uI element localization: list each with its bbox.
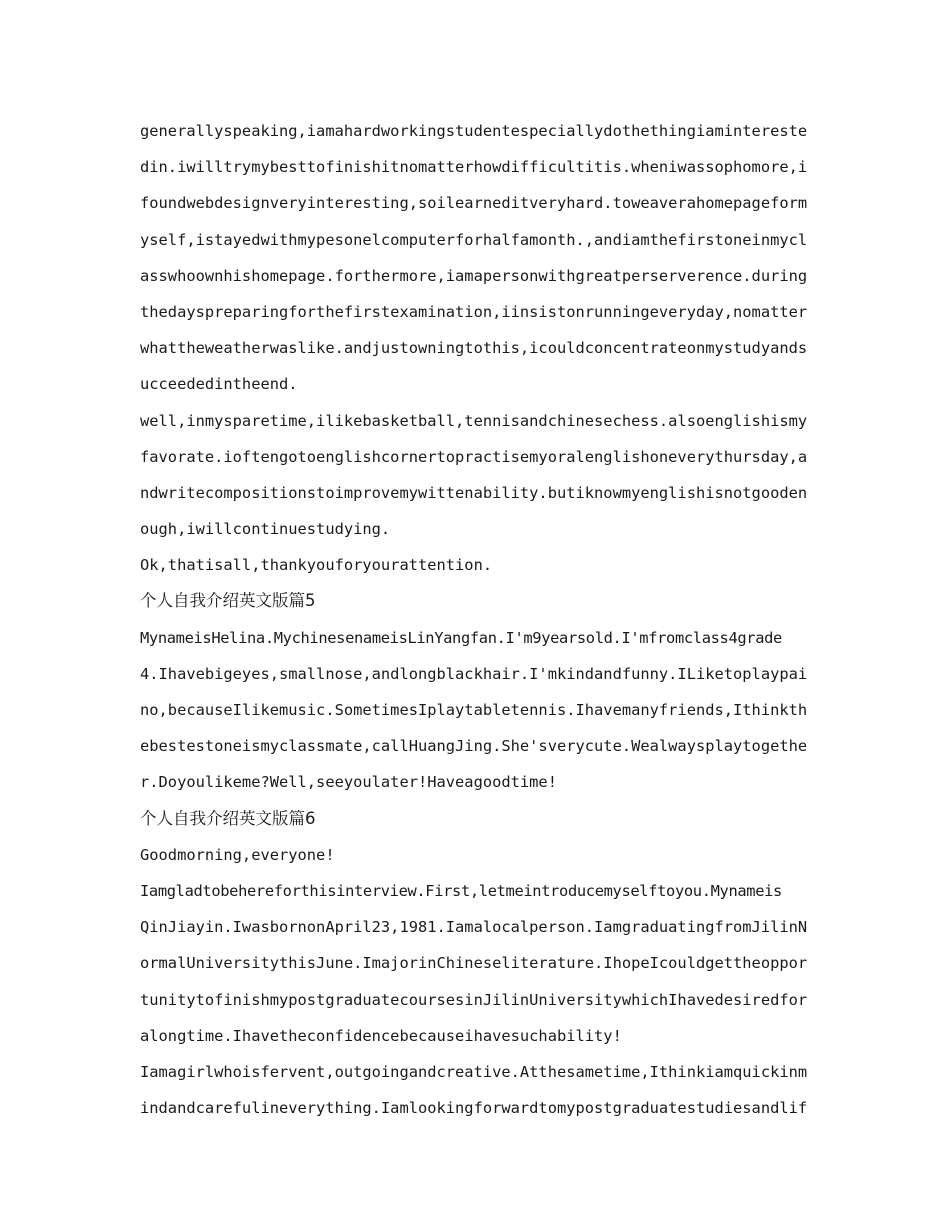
text-line: Iamgladtobehereforthisinterview.First,letmeintroducemyselftoyou.Mynameis [140,881,782,900]
text-line: indandcarefulineverything.Iamlookingforwardtomypostgraduatestudiesandlif [140,1099,808,1118]
text-line: favorate.ioftengotoenglishcornertopractisemyoralenglishoneverythursday,a [140,447,808,466]
text-line: r.Doyoulikeme?Well,seeyoulater!Haveagoodtime! [140,773,557,792]
text-line: ucceededintheend. [140,375,298,394]
text-line: foundwebdesignveryinteresting,soilearneditveryhard.toweaverahomepageform [140,194,808,213]
text-line: ndwritecompositionstoimprovemywittenability.butiknowmyenglishisnotgooden [140,483,808,502]
text-line: Ok,thatisall,thankyouforyourattention. [140,556,493,575]
text-line: Iamagirlwhoisfervent,outgoingandcreative.Atthesametime,Ithinkiamquickinm [140,1062,808,1081]
text-line: Goodmorning,everyone! [140,845,335,864]
text-line: asswhoownhishomepage.forthermore,iamapersonwithgreatperserverence.during [140,266,808,285]
text-line: 4.Ihavebigeyes,smallnose,andlongblackhair.I'mkindandfunny.ILiketoplaypai [140,664,808,683]
text-line: MynameisHelina.MychinesenameisLinYangfan.I'm9yearsold.I'mfromclass4grade [140,628,782,647]
text-line: generallyspeaking,iamahardworkingstudentespeciallydothethingiamintereste [140,122,808,140]
text-line: ormalUniversitythisJune.ImajorinChineseliterature.IhopeIcouldgettheoppor [140,954,808,973]
text-line: whattheweatherwaslike.andjustowningtothis,icouldconcentrateonmystudyands [140,339,808,358]
text-line: yself,istayedwithmypesonelcomputerforhalfamonth.,andiamthefirstoneinmycl [140,230,808,249]
document-body [140,113,812,1126]
text-line: thedayspreparingforthefirstexamination,iinsistonrunningeveryday,nomatter [140,302,808,321]
text-line: alongtime.Ihavetheconfidencebecauseihavesuchability! [140,1026,622,1045]
text-line: tunitytofinishmypostgraduatecoursesinJilinUniversitywhichIhavedesiredfor [140,990,808,1009]
section-heading: 个人自我介绍英文版篇5 [140,591,316,611]
text-line: no,becauseIlikemusic.SometimesIplaytabletennis.Ihavemanyfriends,Ithinkth [140,701,808,719]
text-line: QinJiayin.IwasbornonApril23,1981.Iamalocalperson.IamgraduatingfromJilinN [140,918,808,937]
text-line: well,inmysparetime,ilikebasketball,tennisandchinesechess.alsoenglishismy [140,411,808,430]
text-line: ebestestoneismyclassmate,callHuangJing.She'sverycute.Wealwaysplaytogethe [140,737,808,756]
text-line: ough,iwillcontinuestudying. [140,520,391,539]
section-heading: 个人自我介绍英文版篇6 [140,808,316,828]
text-line: din.iwilltrymybesttofinishitnomatterhowdifficultitis.wheniwassophomore,i [140,158,808,177]
